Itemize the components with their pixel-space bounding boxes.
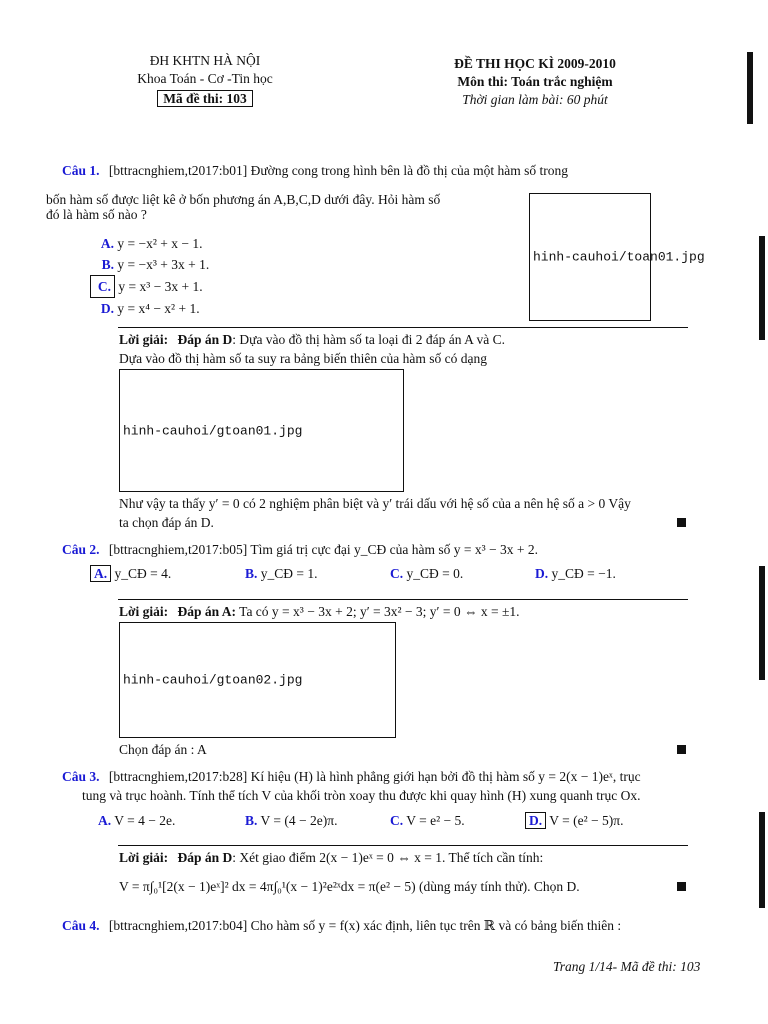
question-2 — [62, 542, 538, 558]
question-2-label: Câu 2. — [62, 542, 100, 557]
question-1-text-line3: đó là hàm số nào ? — [46, 207, 147, 222]
q3-end-mark — [677, 882, 686, 891]
question-4 — [62, 918, 621, 934]
q2-solution-label: Lời giải: — [119, 604, 169, 619]
q3-solution-line1: Lời giải: Đáp án D: Xét giao điểm 2(x − 1)eˣ = 0 ⇔ x = 1. Thể tích cần tính: — [119, 850, 544, 865]
question-4-label: Câu 4. — [62, 918, 100, 933]
q3-answer-label: Đáp án D — [177, 850, 233, 865]
question-1-text-line1: [bttracnghiem,t2017:b01] Đường cong trong hình bên là đồ thị của một hàm số trong — [108, 163, 569, 178]
q1-answer-label: Đáp án D — [177, 332, 233, 347]
q3-correct-mark: D. — [525, 812, 546, 829]
question-1-figure-path: hinh-cauhoi/toan01.jpg — [533, 249, 705, 265]
q3-option-a[interactable]: A. V = 4 − 2e. — [98, 813, 176, 828]
question-3-label: Câu 3. — [62, 769, 100, 784]
question-3-text-line1: [bttracnghiem,t2017:b28] Kí hiệu (H) là hình phẳng giới hạn bởi đồ thị hàm số y = 2(x − 1)eˣ, trục — [108, 769, 641, 784]
q2-solution-line2: Chọn đáp án : A — [119, 742, 207, 757]
exam-subject: Môn thi: Toán trắc nghiệm — [457, 74, 613, 89]
question-2-text: [bttracnghiem,t2017:b05] Tìm giá trị cực đại y_CĐ của hàm số y = x³ − 3x + 2. — [108, 542, 539, 557]
q2-option-a[interactable]: A. y_CĐ = 4. — [90, 566, 171, 582]
question-3 — [62, 769, 641, 785]
q1-end-mark — [677, 518, 686, 527]
question-1-label: Câu 1. — [62, 163, 100, 178]
q1-solution-rule — [118, 327, 688, 328]
q1-solution-line1: Lời giải: Đáp án D: Dựa vào đồ thị hàm số ta loại đi 2 đáp án A và C. — [119, 332, 506, 347]
q3-option-b[interactable]: B. V = (4 − 2e)π. — [245, 813, 338, 828]
q1-option-a[interactable]: A. y = −x² + x − 1. — [100, 236, 203, 251]
q1-solution-figure: hinh-cauhoi/gtoan01.jpg — [119, 369, 404, 492]
question-1-text-line2: bốn hàm số được liệt kê ở bốn phương án A,B,C,D dưới đây. Hỏi hàm số — [46, 192, 441, 207]
margin-bar-top — [747, 52, 753, 124]
q3-option-d[interactable]: D. V = (e² − 5)π. — [525, 813, 623, 829]
q2-end-mark — [677, 745, 686, 754]
margin-bar-3 — [759, 566, 765, 680]
header-right — [420, 55, 650, 109]
question-1-figure — [529, 193, 705, 321]
exam-title: ĐỀ THI HỌC KÌ 2009-2010 — [454, 56, 616, 71]
question-3-text-line2: tung và trục hoành. Tính thể tích V của khối tròn xoay thu được khi quay hình (H) xung quanh trục Ox. — [82, 788, 641, 803]
q2-answer-label: Đáp án A: — [177, 604, 236, 619]
q3-solution-rule — [118, 845, 688, 846]
exam-code-box: Mã đề thi: 103 — [157, 90, 253, 107]
header-left — [110, 52, 300, 109]
q2-solution-figure: hinh-cauhoi/gtoan02.jpg — [119, 622, 396, 738]
q2-option-c[interactable]: C. y_CĐ = 0. — [390, 566, 464, 581]
q2-correct-mark: A. — [90, 565, 111, 582]
margin-bar-2 — [759, 236, 765, 340]
q3-option-c[interactable]: C. V = e² − 5. — [390, 813, 465, 828]
q1-solution-label: Lời giải: — [119, 332, 169, 347]
question-4-text: [bttracnghiem,t2017:b04] Cho hàm số y = f(x) xác định, liên tục trên ℝ và có bảng biến thiên : — [108, 918, 622, 933]
q1-option-d[interactable]: D. y = x⁴ − x² + 1. — [100, 301, 200, 316]
exam-duration: Thời gian làm bài: 60 phút — [462, 92, 608, 107]
q2-solution-rule — [118, 599, 688, 600]
q2-option-d[interactable]: D. y_CĐ = −1. — [535, 566, 616, 581]
q1-solution-line2: Dựa vào đồ thị hàm số ta suy ra bảng biến thiên của hàm số có dạng — [119, 351, 487, 366]
q2-solution-line1: Lời giải: Đáp án A: Ta có y = x³ − 3x + 2; y′ = 3x² − 3; y′ = 0 ⇔ x = ±1. — [119, 604, 520, 619]
q3-solution-label: Lời giải: — [119, 850, 169, 865]
q1-solution-line4: ta chọn đáp án D. — [119, 515, 214, 530]
q1-correct-mark: C. — [90, 275, 115, 298]
question-1 — [62, 163, 568, 179]
page-footer: Trang 1/14- Mã đề thi: 103 — [553, 959, 701, 974]
university-name: ĐH KHTN HÀ NỘI — [149, 53, 261, 68]
q2-option-b[interactable]: B. y_CĐ = 1. — [245, 566, 318, 581]
q1-option-c[interactable]: C. y = x³ − 3x + 1. — [90, 275, 209, 298]
margin-bar-4 — [759, 812, 765, 908]
faculty-name: Khoa Toán - Cơ -Tin học — [137, 71, 273, 86]
q3-solution-line2: V = π∫₀¹[2(x − 1)eˣ]² dx = 4π∫₀¹(x − 1)²e²ˣdx = π(e² − 5) (dùng máy tính thử). Chọn D. — [119, 879, 580, 894]
q1-solution-line3: Như vậy ta thấy y′ = 0 có 2 nghiệm phân biệt và y′ trái dấu với hệ số của a nên hệ số a > 0 Vậy — [119, 496, 631, 511]
question-1-options — [90, 233, 209, 319]
q1-option-b[interactable]: B. y = −x³ + 3x + 1. — [101, 257, 210, 272]
